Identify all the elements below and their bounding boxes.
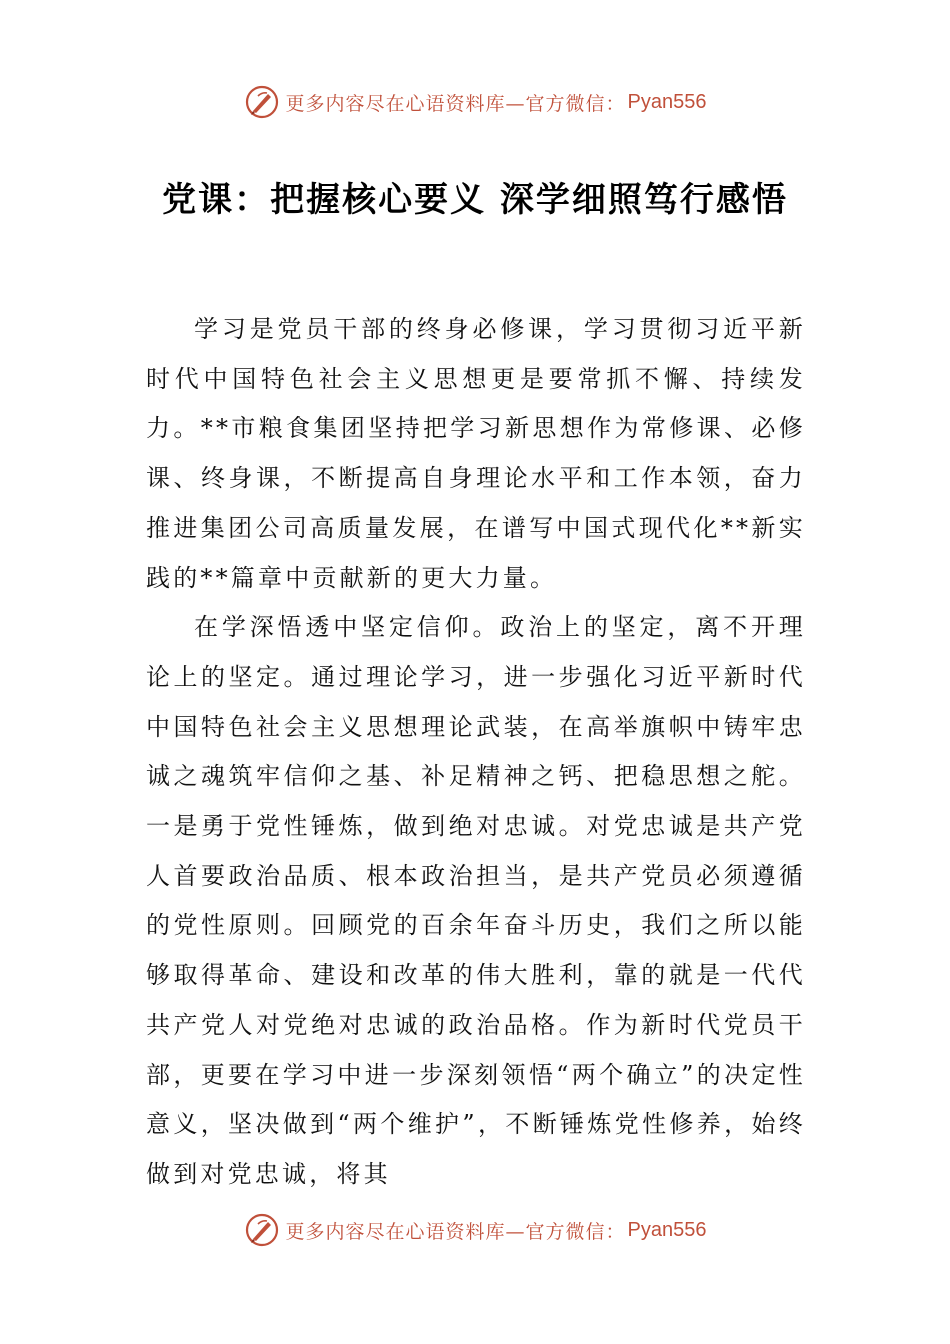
header-watermark: [0, 82, 950, 122]
watermark-wechat-id: Pyan556: [627, 90, 707, 113]
watermark-text: 更多内容尽在心语资料库—官方微信：: [285, 1220, 626, 1243]
document-body: [146, 305, 806, 1200]
document-title: 党课：把握核心要义 深学细照笃行感悟: [162, 180, 788, 220]
paragraph: 学习是党员干部的终身必修课，学习贯彻习近平新时代中国特色社会主义思想更是要常抓不懈、持续发力。**市粮食集团坚持把学习新思想作为常修课、必修课、终身课，不断提高自身理论水平和工作本领，奋力推进集团公司高质量发展，在谱写中国式现代化**新实践的**篇章中贡献新的更大力量。: [146, 315, 806, 592]
watermark-wechat-id: Pyan556: [627, 1218, 707, 1241]
paragraph: 在学深悟透中坚定信仰。政治上的坚定，离不开理论上的坚定。通过理论学习，进一步强化习近平新时代中国特色社会主义思想理论武装，在高举旗帜中铸牢忠诚之魂筑牢信仰之基、补足精神之钙、把稳思想之舵。一是勇于党性锤炼，做到绝对忠诚。对党忠诚是共产党人首要政治品质、根本政治担当，是共产党员必须遵循的党性原则。回顾党的百余年奋斗历史，我们之所以能够取得革命、建设和改革的伟大胜利，靠的就是一代代共产党人对党绝对忠诚的政治品格。作为新时代党员干部，更要在学习中进一步深刻领悟“两个确立”的决定性意义，坚决做到“两个维护”，不断锤炼党性修养，始终做到对党忠诚，将其: [146, 613, 806, 1188]
watermark-text: 更多内容尽在心语资料库—官方微信：: [285, 92, 626, 115]
pen-logo-icon: [244, 1212, 280, 1248]
footer-watermark: [0, 1210, 950, 1250]
pen-logo-icon: [244, 84, 280, 120]
